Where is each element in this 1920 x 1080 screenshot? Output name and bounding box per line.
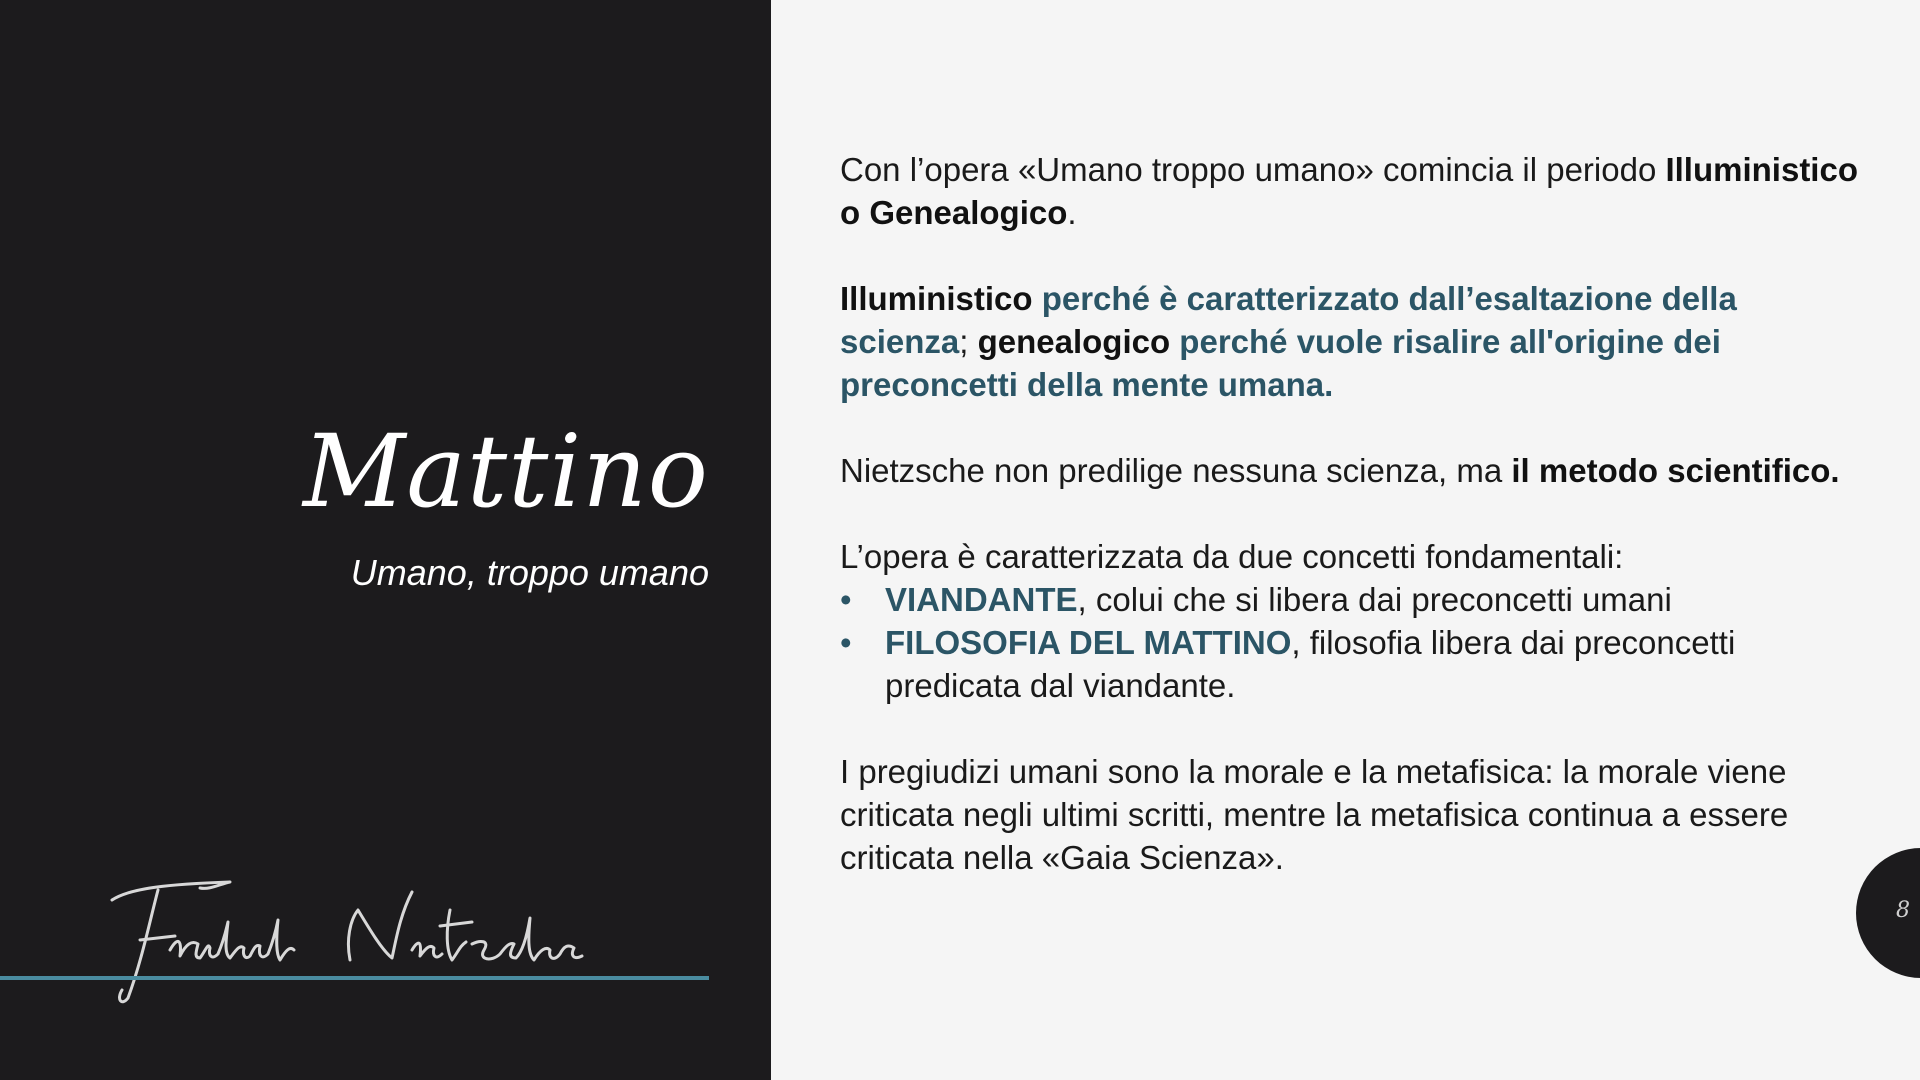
bold-term: genealogico: [977, 323, 1171, 360]
concept-term: FILOSOFIA DEL MATTINO: [885, 624, 1292, 661]
page-number: 8: [1896, 898, 1910, 923]
bold-term: Illuministico o Genealogico: [840, 151, 1858, 231]
list-item: • FILOSOFIA DEL MATTINO, filosofia libera dai preconcetti predicata dal viandante.: [840, 621, 1860, 707]
highlight-text: perché è caratterizzato dall’esaltazione della scienza: [840, 280, 1737, 360]
paragraph-method: Nietzsche non predilige nessuna scienza, ma il metodo scientifico.: [840, 452, 1840, 489]
paragraph-concepts: [840, 535, 1860, 707]
slide-title: Mattino: [303, 413, 709, 530]
slide-subtitle: Umano, troppo umano: [350, 552, 709, 593]
concepts-list: [840, 578, 1860, 707]
highlight-text: perché vuole risalire all'origine dei preconcetti della mente umana.: [840, 323, 1721, 403]
list-item: • VIANDANTE, colui che si libera dai preconcetti umani: [840, 578, 1860, 621]
bold-term: il metodo scientifico.: [1511, 452, 1840, 489]
signature-image: [100, 870, 640, 1010]
paragraph-definition: Illuministico perché è caratterizzato dall’esaltazione della scienza; genealogico perché vuole risalire all'origine dei preconcetti della mente umana.: [840, 280, 1737, 403]
concept-term: VIANDANTE: [885, 581, 1078, 618]
concepts-intro: L’opera è caratterizzata da due concetti fondamentali:: [840, 538, 1624, 575]
bold-term: Illuministico: [840, 280, 1033, 317]
bullet-icon: •: [840, 624, 852, 661]
paragraph-prejudices: I pregiudizi umani sono la morale e la metafisica: la morale viene criticata negli ultimi scritti, mentre la metafisica continua a essere criticata nella «Gaia Scienza».: [840, 753, 1789, 876]
content-body: [840, 148, 1860, 922]
left-panel: [0, 0, 771, 1080]
paragraph-intro: Con l’opera «Umano troppo umano» comincia il periodo Illuministico o Genealogico.: [840, 151, 1858, 231]
page-number-badge: [1856, 848, 1920, 978]
bullet-icon: •: [840, 581, 852, 618]
accent-line: [0, 976, 709, 980]
